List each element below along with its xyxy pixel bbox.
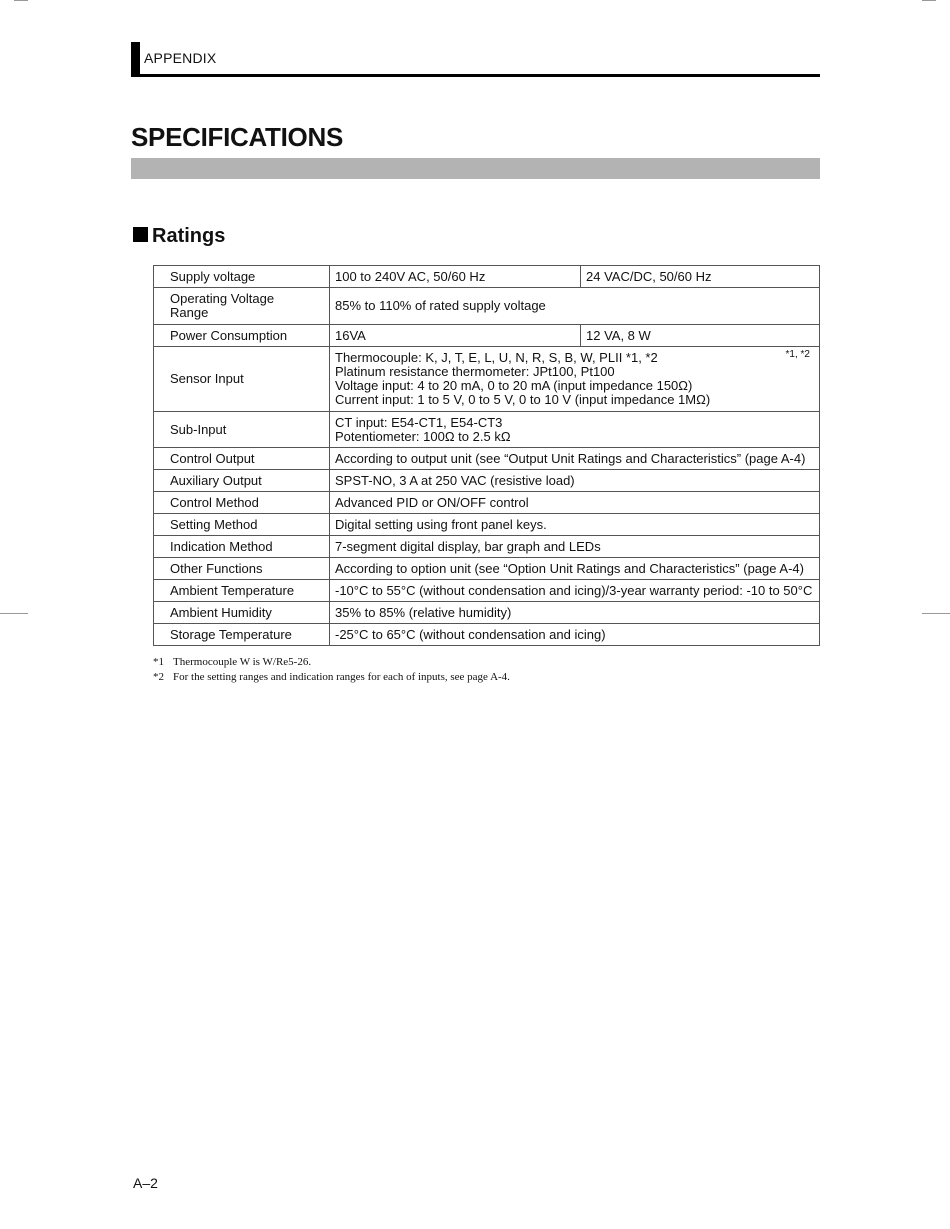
row-value: 12 VA, 8 W [581, 325, 820, 347]
page-number: A–2 [133, 1175, 158, 1191]
row-value: 85% to 110% of rated supply voltage [330, 288, 820, 325]
value-line: Thermocouple: K, J, T, E, L, U, N, R, S, B, W, PLII *1, *2 [335, 350, 658, 365]
row-value [330, 347, 820, 412]
row-value: SPST-NO, 3 A at 250 VAC (resistive load) [330, 470, 820, 492]
table-row [154, 412, 820, 448]
row-label: Ambient Temperature [154, 580, 330, 602]
table-row [154, 288, 820, 325]
sensor-footnote-ref: *1, *2 [785, 349, 810, 360]
table-row [154, 514, 820, 536]
crop-mark [0, 613, 28, 614]
row-label: Ambient Humidity [154, 602, 330, 624]
row-label: Control Method [154, 492, 330, 514]
footnote [153, 655, 510, 670]
table-row [154, 325, 820, 347]
row-label: Sensor Input [154, 347, 330, 412]
row-value: Advanced PID or ON/OFF control [330, 492, 820, 514]
header-rule [131, 74, 820, 77]
crop-mark [14, 0, 28, 1]
row-label-line: Range [170, 305, 209, 320]
table-row [154, 448, 820, 470]
section-heading-text: Ratings [152, 225, 226, 247]
table-row [154, 492, 820, 514]
row-label: Supply voltage [154, 266, 330, 288]
footnote-text: For the setting ranges and indication ranges for each of inputs, see page A-4. [173, 671, 510, 683]
row-value [330, 412, 820, 448]
footnote-mark: *1 [153, 656, 164, 668]
value-line: Current input: 1 to 5 V, 0 to 5 V, 0 to 10 V (input impedance 1MΩ) [335, 392, 711, 407]
table-row [154, 580, 820, 602]
row-value: -25°C to 65°C (without condensation and icing) [330, 624, 820, 646]
row-label: Sub-Input [154, 412, 330, 448]
table-row [154, 536, 820, 558]
running-header: APPENDIX [144, 50, 217, 66]
row-value: Digital setting using front panel keys. [330, 514, 820, 536]
header-marker-bar [131, 42, 140, 77]
crop-mark [922, 0, 936, 1]
row-label: Control Output [154, 448, 330, 470]
table-row [154, 470, 820, 492]
table-row [154, 624, 820, 646]
row-label [154, 288, 330, 325]
row-value: 16VA [330, 325, 581, 347]
value-line: Voltage input: 4 to 20 mA, 0 to 20 mA (input impedance 150Ω) [335, 378, 693, 393]
title-band [131, 158, 820, 179]
crop-mark [922, 613, 950, 614]
table-row [154, 558, 820, 580]
ratings-table [153, 265, 820, 646]
footnote [153, 670, 510, 685]
row-label: Power Consumption [154, 325, 330, 347]
footnote-text: Thermocouple W is W/Re5-26. [173, 656, 312, 668]
row-value: 7-segment digital display, bar graph and LEDs [330, 536, 820, 558]
row-value: 35% to 85% (relative humidity) [330, 602, 820, 624]
row-value: According to option unit (see “Option Unit Ratings and Characteristics” (page A-4) [330, 558, 820, 580]
row-label: Storage Temperature [154, 624, 330, 646]
row-label: Indication Method [154, 536, 330, 558]
footnotes [153, 655, 510, 685]
row-value: 100 to 240V AC, 50/60 Hz [330, 266, 581, 288]
row-value: According to output unit (see “Output Unit Ratings and Characteristics” (page A-4) [330, 448, 820, 470]
row-value: -10°C to 55°C (without condensation and icing)/3-year warranty period: -10 to 50°C [330, 580, 820, 602]
footnote-mark: *2 [153, 671, 164, 683]
table-row [154, 266, 820, 288]
row-label-line: Operating Voltage [170, 291, 275, 306]
row-label: Other Functions [154, 558, 330, 580]
value-line: Platinum resistance thermometer: JPt100, Pt100 [335, 364, 615, 379]
row-label: Setting Method [154, 514, 330, 536]
row-label: Auxiliary Output [154, 470, 330, 492]
value-line: Potentiometer: 100Ω to 2.5 kΩ [335, 428, 511, 444]
row-value: 24 VAC/DC, 50/60 Hz [581, 266, 820, 288]
section-heading [133, 225, 225, 248]
value-line: CT input: E54-CT1, E54-CT3 [335, 414, 503, 430]
table-row [154, 602, 820, 624]
square-bullet-icon [133, 227, 148, 242]
table-row [154, 347, 820, 412]
page-title: SPECIFICATIONS [131, 122, 344, 152]
